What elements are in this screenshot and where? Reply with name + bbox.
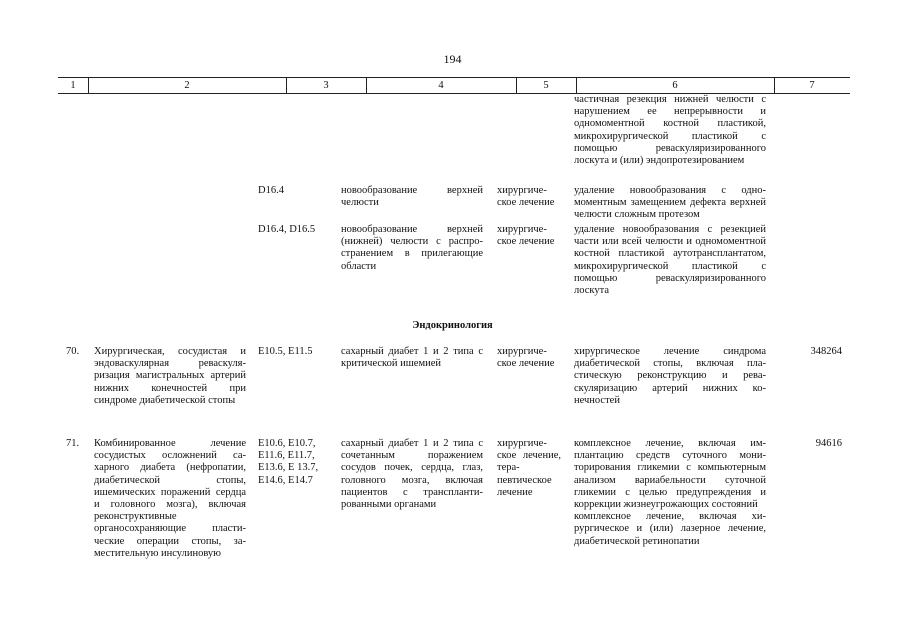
- continuation-row-2-treatment: хирургическое лечение: [497, 224, 555, 248]
- row-71-cost: 94616: [815, 438, 842, 449]
- header-col-4: 4: [438, 80, 444, 91]
- row-70-method-item: хирургическое лечение синдрома диабетической стопы, включая пластическую реконструкцию и реваскуляризацию артерий нижних конечностей: [574, 346, 766, 406]
- row-71-methods: [574, 438, 766, 548]
- row-70-name: Хирургическая, сосудистая и эндоваскулярная реваскуляризация магистральных артерий нижних конечностей при синдроме диабетической стопы: [94, 346, 246, 406]
- row-70-model: сахарный диабет 1 и 2 типа с критической ишемией: [341, 346, 483, 370]
- header-col-6: 6: [672, 80, 678, 91]
- row-70-treatment: хирургическое лечение: [497, 346, 555, 370]
- row-70-cost: 348264: [810, 346, 842, 357]
- section-title: Эндокринология: [412, 320, 493, 331]
- table-header-row: [58, 77, 850, 94]
- header-col-2: 2: [184, 80, 190, 91]
- row-70-number: 70.: [66, 346, 80, 357]
- continuation-row-1-treatment: хирургическое лечение: [497, 185, 555, 209]
- row-71-number: 71.: [66, 438, 80, 449]
- row-71-method-item-2: комплексное лечение, включая хирургическое и (или) лазерное лечение, диабетической ретинопатии: [574, 511, 766, 547]
- header-col-7: 7: [809, 80, 815, 91]
- row-71-name: Комбинированное лечение сосудистых осложнений сахарного диабета (нефропатии, диабетической стопы, ишемических поражений сердца и головного мозга), включая реконструктивные органосохраняющие пластические операции стопы, заместительную инсулиновую: [94, 438, 246, 559]
- row-71-codes: E10.6, E10.7, E11.6, E11.7, E13.6, E 13.7, E14.6, E14.7: [258, 438, 319, 486]
- row-70-method: [574, 346, 766, 407]
- continuation-row-1-model: новообразование верхней челюсти: [341, 185, 483, 209]
- continuation-row-1-method: удаление новообразования с одномоментным замещением дефекта верхней челюсти сложным протезом: [574, 185, 766, 221]
- continuation-row-2-model: новообразование верхней (нижней) челюсти с распространением в прилегающие области: [341, 224, 483, 272]
- header-col-1: 1: [70, 80, 76, 91]
- continuation-row-1-codes: D16.4: [258, 185, 284, 196]
- continuation-method-intro: частичная резекция нижней челюсти с нарушением ее непрерывности и одномоментной костной пластикой, микрохирургической пластикой с помощью реваскуляризированного лоскута и (или) эндопротезированием: [574, 94, 766, 167]
- row-71-treatment: хирургическое лечение, терапевтическое лечение: [497, 438, 561, 498]
- row-71-model: сахарный диабет 1 и 2 типа с сочетанным поражением сосудов почек, сердца, глаз, головного мозга, включая пациентов с трансплантированными органами: [341, 438, 483, 511]
- row-71-method-item-1: комплексное лечение, включая имплантацию средств суточного мониторирования гликемии с компьютерным анализом вариабельности суточной гликемии с целью предупреждения и коррекции жизнеугрожающих состояний: [574, 438, 766, 511]
- row-70-codes: E10.5, E11.5: [258, 346, 313, 357]
- header-col-5: 5: [543, 80, 549, 91]
- page-number: 194: [443, 52, 462, 66]
- header-col-3: 3: [323, 80, 329, 91]
- continuation-row-2-method: удаление новообразования с резекцией части или всей челюсти и одномоментной костной пластикой аутотрансплантатом, микрохирургической пластикой с помощью реваскуляризированного лоскута: [574, 224, 766, 297]
- continuation-row-2-codes: D16.4, D16.5: [258, 224, 316, 235]
